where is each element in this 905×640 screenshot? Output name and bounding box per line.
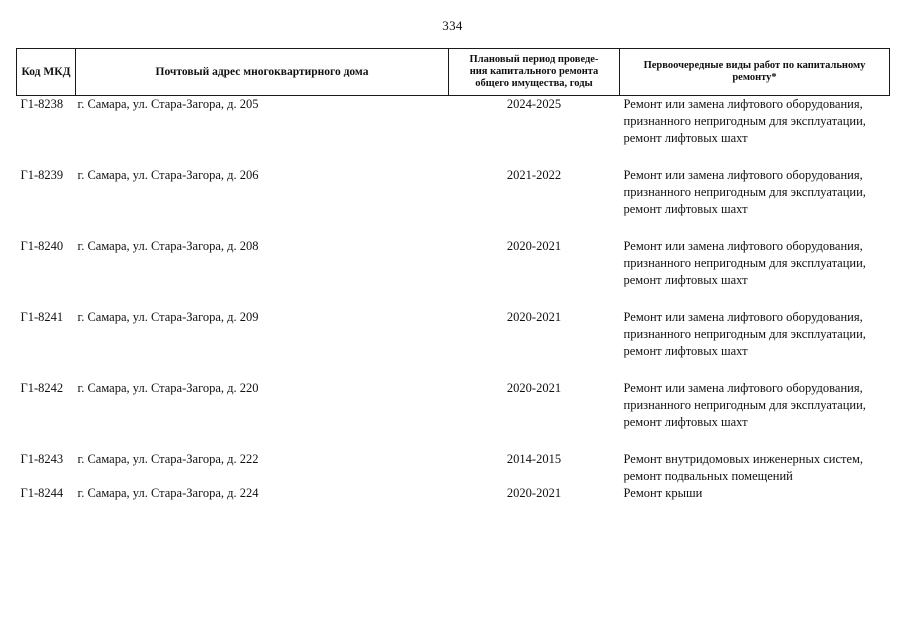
row-works <box>620 96 890 168</box>
row-period: 2024-2025 <box>506 97 562 111</box>
row-works-line: Ремонт или замена лифтового оборудования, <box>623 97 863 111</box>
table-header <box>17 49 890 96</box>
row-works-line: Ремонт крыши <box>623 486 703 500</box>
table-row <box>17 309 890 380</box>
row-code: Г1-8244 <box>20 486 64 500</box>
page-number: 334 <box>442 18 463 33</box>
row-works-line: Ремонт или замена лифтового оборудования, <box>623 239 863 253</box>
header-period-line: ния капитального ремонта <box>469 66 599 77</box>
row-works-line: признанного непригодным для эксплуатации, <box>623 256 866 270</box>
table-row <box>17 380 890 451</box>
row-works-line: Ремонт или замена лифтового оборудования, <box>623 381 863 395</box>
row-works <box>620 238 890 309</box>
row-works-line: ремонт лифтовых шахт <box>623 273 748 287</box>
row-works-line: ремонт лифтовых шахт <box>623 344 748 358</box>
row-works <box>620 380 890 451</box>
row-address: г. Самара, ул. Стара-Загора, д. 205 <box>77 97 259 111</box>
row-code: Г1-8243 <box>20 452 64 466</box>
row-period: 2020-2021 <box>506 486 562 500</box>
row-period: 2014-2015 <box>506 452 562 466</box>
row-works <box>620 309 890 380</box>
row-address: г. Самара, ул. Стара-Загора, д. 208 <box>77 239 259 253</box>
capital-repair-table <box>16 48 890 509</box>
table-row <box>17 451 890 485</box>
row-code: Г1-8242 <box>20 381 64 395</box>
row-address: г. Самара, ул. Стара-Загора, д. 220 <box>77 381 259 395</box>
header-period-line: общего имущества, годы <box>475 78 593 89</box>
table-row <box>17 167 890 238</box>
table-row <box>17 96 890 168</box>
row-period: 2020-2021 <box>506 381 562 395</box>
row-address: г. Самара, ул. Стара-Загора, д. 224 <box>77 486 259 500</box>
header-period-line: Плановый период проведе- <box>469 54 599 65</box>
row-period: 2020-2021 <box>506 310 562 324</box>
row-works-line: ремонт лифтовых шахт <box>623 131 748 145</box>
row-code: Г1-8241 <box>20 310 64 324</box>
table-row <box>17 238 890 309</box>
header-works <box>620 49 890 96</box>
row-address: г. Самара, ул. Стара-Загора, д. 209 <box>77 310 259 324</box>
row-works-line: признанного непригодным для эксплуатации, <box>623 327 866 341</box>
row-works <box>620 167 890 238</box>
row-period: 2021-2022 <box>506 168 562 182</box>
row-code: Г1-8240 <box>20 239 64 253</box>
row-works-line: признанного непригодным для эксплуатации, <box>623 114 866 128</box>
row-works <box>620 485 890 509</box>
row-works-line: ремонт подвальных помещений <box>623 469 793 483</box>
row-code: Г1-8238 <box>20 97 64 111</box>
header-address: Почтовый адрес многоквартирного дома <box>76 49 449 96</box>
row-works-line: Ремонт внутридомовых инженерных систем, <box>623 452 864 466</box>
header-works-line: ремонту* <box>732 72 777 83</box>
header-code: Код МКД <box>17 49 76 96</box>
row-address: г. Самара, ул. Стара-Загора, д. 206 <box>77 168 259 182</box>
header-period <box>449 49 620 96</box>
row-works-line: ремонт лифтовых шахт <box>623 202 748 216</box>
row-works-line: признанного непригодным для эксплуатации, <box>623 185 866 199</box>
row-works-line: Ремонт или замена лифтового оборудования, <box>623 168 863 182</box>
header-works-line: Первоочередные виды работ по капитальному <box>643 60 866 71</box>
row-works <box>620 451 890 485</box>
row-works-line: признанного непригодным для эксплуатации, <box>623 398 866 412</box>
row-code: Г1-8239 <box>20 168 64 182</box>
table-row <box>17 485 890 509</box>
row-period: 2020-2021 <box>506 239 562 253</box>
header-row <box>17 49 890 96</box>
row-works-line: ремонт лифтовых шахт <box>623 415 748 429</box>
row-address: г. Самара, ул. Стара-Загора, д. 222 <box>77 452 259 466</box>
table-body <box>17 96 890 510</box>
row-works-line: Ремонт или замена лифтового оборудования, <box>623 310 863 324</box>
